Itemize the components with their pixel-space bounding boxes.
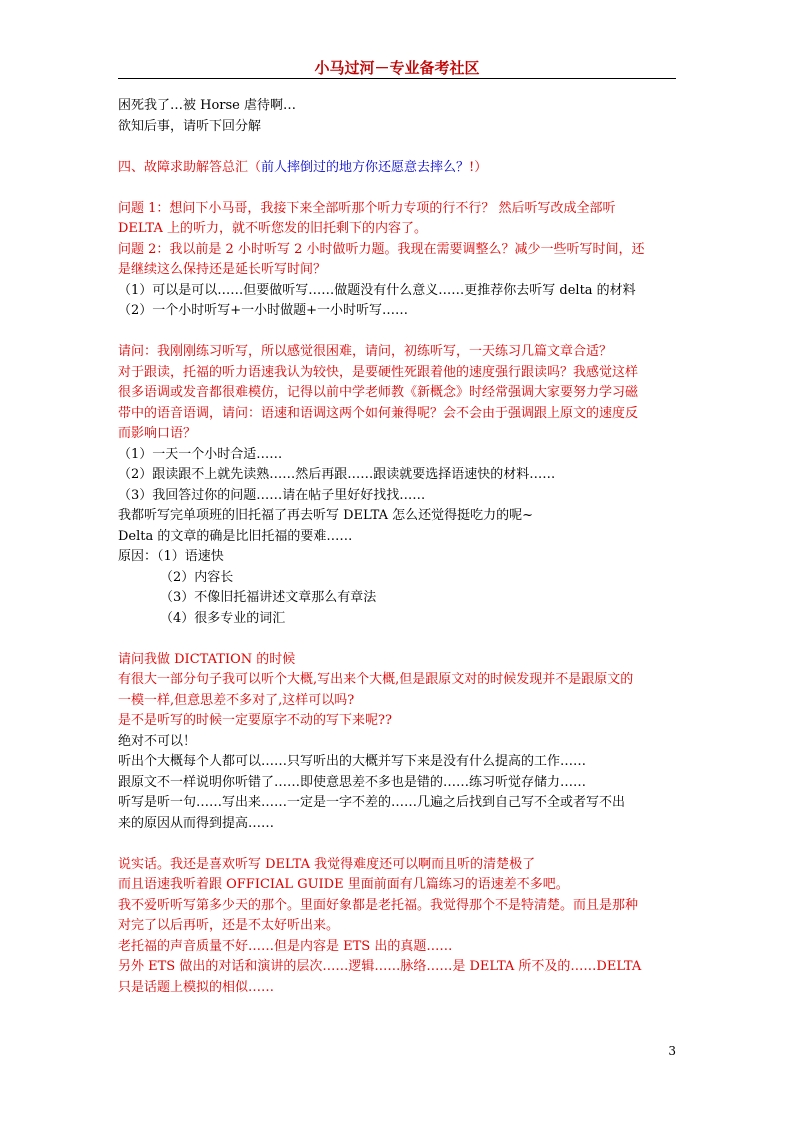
text-line xyxy=(118,916,678,937)
text-segment: 绝对不可以！ xyxy=(118,733,197,749)
text-segment: （2）内容长 xyxy=(160,569,234,585)
text-segment: 老托福的声音质量不好……但是内容是 ETS 出的真题…… xyxy=(118,938,453,954)
text-line xyxy=(118,342,678,363)
text-line xyxy=(118,486,678,507)
text-line xyxy=(118,199,678,220)
text-segment: （1）可以是可以……但要做听写……做题没有什么意义……更推荐你去听写 delta 的材料 xyxy=(118,282,636,298)
text-segment: （4）很多专业的词汇 xyxy=(160,610,286,626)
text-segment: 听出个大概每个人都可以……只写听出的大概并写下来是没有什么提高的工作…… xyxy=(118,754,587,769)
text-segment: （3）不像旧托福讲述文章那么有章法 xyxy=(160,590,377,605)
text-segment: 我不爱听听写第多少天的那个。里面好象都是老托福。我觉得那个不是特清楚。而且是那种 xyxy=(118,897,639,913)
text-line xyxy=(118,445,678,466)
text-segment: 另外 ETS 做出的对话和演讲的层次……逻辑……脉络……是 DELTA 所不及的……DELTA xyxy=(118,959,642,974)
header-divider xyxy=(118,78,676,79)
text-line xyxy=(118,691,678,712)
text-line xyxy=(118,363,678,384)
text-line xyxy=(118,240,678,261)
text-segment: 一模一样,但意思差不多对了,这样可以吗? xyxy=(118,692,355,708)
text-line xyxy=(118,670,678,691)
text-line xyxy=(118,609,678,630)
text-line xyxy=(118,773,678,794)
page-number: 3 xyxy=(668,1044,676,1058)
text-segment: DELTA 上的听力，就不听您发的旧托剩下的内容了。 xyxy=(118,221,427,236)
text-segment: 跟原文不一样说明你听错了……即使意思差不多也是错的……练习听觉存储力…… xyxy=(118,774,587,790)
text-segment: 只是话题上模拟的相似…… xyxy=(118,979,275,995)
text-line xyxy=(118,732,678,753)
text-line xyxy=(118,752,678,773)
text-line xyxy=(118,711,678,732)
text-line xyxy=(118,896,678,917)
text-segment: 对完了以后再听，还是不太好听出来。 xyxy=(118,918,340,933)
blank-line xyxy=(118,137,678,158)
text-line xyxy=(118,383,678,404)
text-line xyxy=(118,260,678,281)
text-segment: Delta 的文章的确是比旧托福的要难…… xyxy=(118,528,353,544)
text-line xyxy=(118,793,678,814)
text-line xyxy=(118,814,678,835)
document-body xyxy=(118,96,678,998)
highlight-segment: 前人摔倒过的地方你还愿意去摔么？ xyxy=(261,159,470,175)
text-segment: 对于跟读，托福的听力语速我认为较快，是要硬性死跟着他的速度强行跟读吗？我感觉这样 xyxy=(118,364,639,380)
text-segment: 困死我了…被 Horse 虐待啊… xyxy=(118,98,297,113)
text-segment: （1）一天一个小时合适…… xyxy=(118,446,283,462)
text-segment: 有很大一部分句子我可以听个大概,写出来个大概,但是跟原文对的时候发现并不是跟原文的 xyxy=(118,672,634,687)
page-header-title: 小马过河－专业备考社区 xyxy=(314,59,480,77)
blank-line xyxy=(118,178,678,199)
text-segment: 四、故障求助解答总汇（ xyxy=(118,159,262,175)
text-segment: 是不是听写的时候一定要原字不动的写下来呢?? xyxy=(118,713,392,728)
text-segment: 原因：（1）语速快 xyxy=(118,549,224,564)
text-segment: （2）跟读跟不上就先读熟……然后再跟……跟读就要选择语速快的材料…… xyxy=(118,467,556,482)
text-segment: 问题 1：想问下小马哥，我接下来全部听那个听力专项的行不行？ 然后听写改成全部听 xyxy=(118,200,616,216)
text-segment: （2）一个小时听写+一小时做题+一小时听写…… xyxy=(118,303,409,318)
blank-line xyxy=(118,834,678,855)
text-line xyxy=(118,650,678,671)
text-line xyxy=(118,588,678,609)
blank-line xyxy=(118,322,678,343)
text-line xyxy=(118,281,678,302)
text-line xyxy=(118,158,678,179)
text-segment: 而且语速我听着跟 OFFICIAL GUIDE 里面前面有几篇练习的语速差不多吧。 xyxy=(118,877,569,892)
text-line xyxy=(118,506,678,527)
text-line xyxy=(118,465,678,486)
text-segment: 是继续这么保持还是延长听写时间？ xyxy=(118,262,327,277)
text-line xyxy=(118,424,678,445)
text-line xyxy=(118,547,678,568)
text-line xyxy=(118,957,678,978)
text-line xyxy=(118,875,678,896)
text-segment: 欲知后事，请听下回分解 xyxy=(118,118,262,134)
text-line xyxy=(118,96,678,117)
text-segment: 说实话。我还是喜欢听写 DELTA 我觉得难度还可以啊而且听的清楚极了 xyxy=(118,856,536,872)
text-line xyxy=(118,117,678,138)
text-segment: 听写是听一句……写出来……一定是一字不差的……几遍之后找到自己写不全或者写不出 xyxy=(118,795,626,810)
text-segment: （3）我回答过你的问题……请在帖子里好好找找…… xyxy=(118,487,426,503)
text-segment: 带中的语音语调，请问：语速和语调这两个如何兼得呢？会不会由于强调跟上原文的速度反 xyxy=(118,405,639,421)
text-line xyxy=(118,937,678,958)
text-line xyxy=(118,527,678,548)
text-line xyxy=(118,568,678,589)
text-segment: 我都听写完单项班的旧托福了再去听写 DELTA 怎么还觉得挺吃力的呢~ xyxy=(118,508,533,523)
text-line xyxy=(118,404,678,425)
text-line xyxy=(118,219,678,240)
text-line xyxy=(118,855,678,876)
text-segment: 请问我做 DICTATION 的时候 xyxy=(118,651,296,667)
text-segment: 很多语调或发音都很难模仿，记得以前中学老师教《新概念》时经常强调大家要努力学习磁 xyxy=(118,385,639,400)
text-segment: 而影响口语？ xyxy=(118,426,197,441)
text-segment: 问题 2：我以前是 2 小时听写 2 小时做听力题。我现在需要调整么？减少一些听写时间，还 xyxy=(118,241,645,257)
text-line xyxy=(118,301,678,322)
text-line xyxy=(118,978,678,999)
blank-line xyxy=(118,629,678,650)
text-segment: 来的原因从而得到提高…… xyxy=(118,815,275,831)
text-segment: 请问：我刚刚练习听写，所以感觉很困难，请问，初练听写，一天练习几篇文章合适？ xyxy=(118,344,613,359)
text-segment: !） xyxy=(469,159,488,175)
